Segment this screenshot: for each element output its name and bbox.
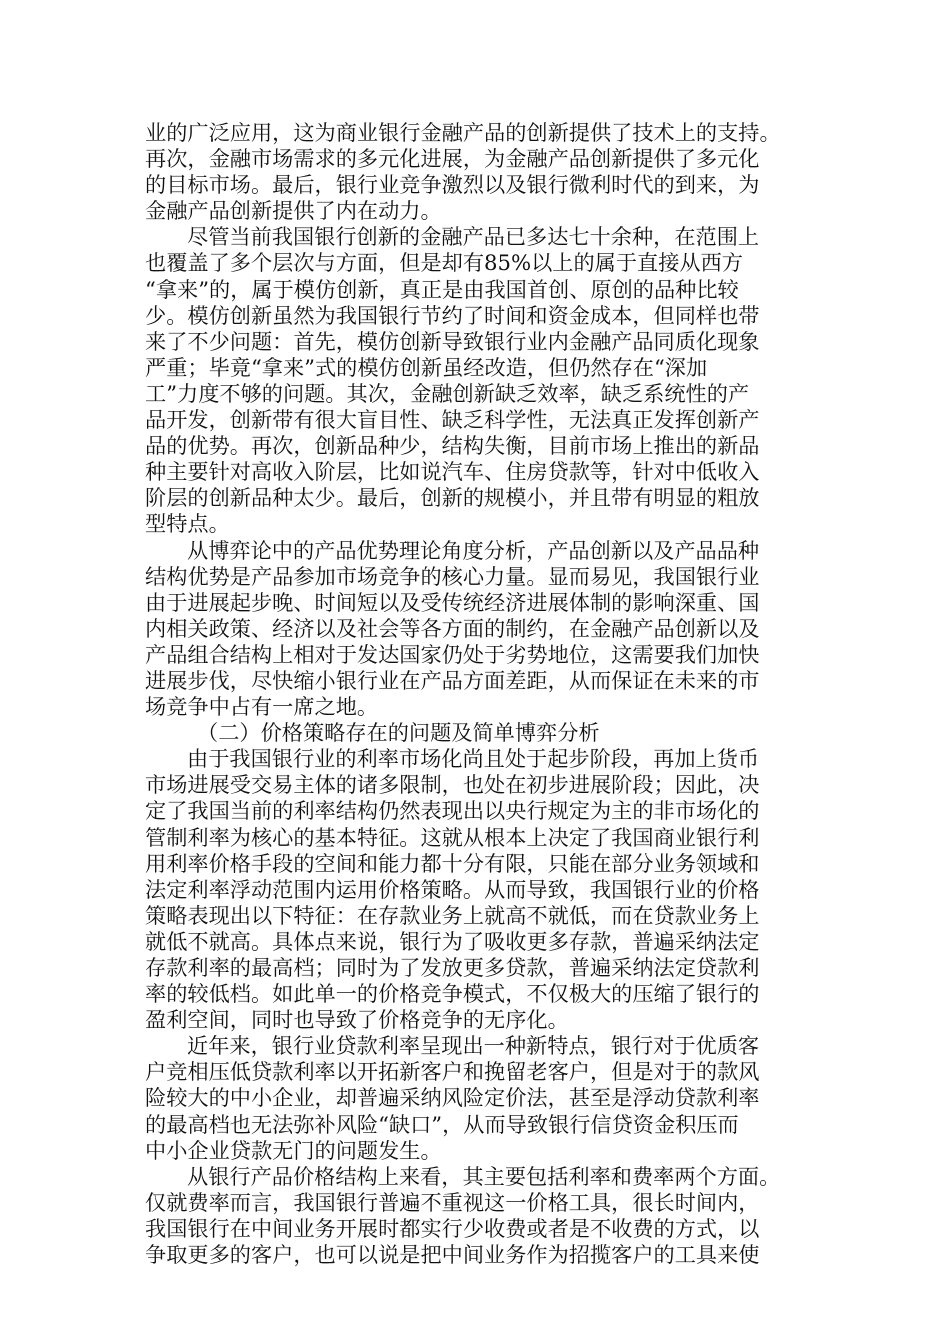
text-line: 争取更多的客户，也可以说是把中间业务作为招揽客户的工具来使 [145,1242,760,1268]
text-line: 的最高档也无法弥补风险“缺口”，从而导致银行信贷资金积压而 [145,1111,739,1137]
text-line: 少。模仿创新虽然为我国银行节约了时间和资金成本，但同样也带 [145,302,760,328]
text-line: 策略表现出以下特征：在存款业务上就高不就低，而在贷款业务上 [145,902,760,928]
text-line: 管制利率为核心的基本特征。这就从根本上决定了我国商业银行利 [145,824,760,850]
text-line: “拿来”的，属于模仿创新，真正是由我国首创、原创的品种比较 [145,276,739,302]
text-line: 阶层的创新品种太少。最后，创新的规模小，并且带有明显的粗放 [145,485,760,511]
paragraph-start-line: 尽管当前我国银行创新的金融产品已多达七十余种，在范围上 [187,224,760,250]
text-line: 中小企业贷款无门的问题发生。 [145,1137,442,1163]
text-line: 定了我国当前的利率结构仍然表现出以央行规定为主的非市场化的 [145,798,760,824]
text-line: 法定利率浮动范围内运用价格策略。从而导致，我国银行业的价格 [145,876,760,902]
text-line: 产品组合结构上相对于发达国家仍处于劣势地位，这需要我们加快 [145,641,760,667]
text-line: 品开发，创新带有很大盲目性、缺乏科学性，无法真正发挥创新产 [145,407,760,433]
text-line: 率的较低档。如此单一的价格竞争模式，不仅极大的压缩了银行的 [145,981,760,1007]
text-line: 我国银行在中间业务开展时都实行少收费或者是不收费的方式，以 [145,1215,760,1241]
text-line: 就低不就高。具体点来说，银行为了吸收更多存款，普遍采纳法定 [145,928,760,954]
text-line: 业的广泛应用，这为商业银行金融产品的创新提供了技术上的支持。 [145,120,781,145]
text-line: 型特点。 [145,511,230,537]
text-line: 存款利率的最高档；同时为了发放更多贷款，普遍采纳法定贷款利 [145,955,760,980]
text-line: 品的优势。再次，创新品种少，结构失衡，目前市场上推出的新品 [145,433,760,459]
text-line: 仅就费率而言，我国银行普遍不重视这一价格工具，很长时间内， [145,1189,760,1215]
text-line: 市场进展受交易主体的诸多限制，也处在初步进展阶段；因此，决 [145,772,760,798]
paragraph-start-line: 从银行产品价格结构上来看，其主要包括利率和费率两个方面。 [187,1163,781,1189]
document-page [145,120,810,1268]
text-line: 工”力度不够的问题。其次，金融创新缺乏效率，缺乏系统性的产 [145,380,750,406]
text-line: 进展步伐，尽快缩小银行业在产品方面差距，从而保证在未来的市 [145,667,760,693]
text-line: 场竞争中占有一席之地。 [145,694,379,720]
text-line: 险较大的中小企业，却普遍采纳风险定价法，甚至是浮动贷款利率 [145,1085,760,1111]
text-line: 金融产品创新提供了内在动力。 [145,198,442,224]
text-line: 也覆盖了多个层次与方面，但是却有85%以上的属于直接从西方 [145,250,743,276]
text-line: 再次，金融市场需求的多元化进展，为金融产品创新提供了多元化 [145,146,760,172]
text-line: 结构优势是产品参加市场竞争的核心力量。显而易见，我国银行业 [145,563,760,589]
text-line: 盈利空间，同时也导致了价格竞争的无序化。 [145,1007,569,1033]
text-line: 严重；毕竟“拿来”式的模仿创新虽经改造，但仍然存在“深加 [145,354,708,380]
paragraph-start-line: 从博弈论中的产品优势理论角度分析，产品创新以及产品品种 [187,537,760,563]
text-line: 的目标市场。最后，银行业竞争激烈以及银行微利时代的到来，为 [145,172,760,198]
text-line: 种主要针对高收入阶层，比如说汽车、住房贷款等，针对中低收入 [145,459,760,485]
text-line: 户竞相压低贷款利率以开拓新客户和挽留老客户，但是对于的款风 [145,1059,760,1085]
section-heading: （二）价格策略存在的问题及简单博弈分析 [197,720,600,746]
text-line: 来了不少问题：首先，模仿创新导致银行业内金融产品同质化现象 [145,328,760,354]
paragraph-start-line: 近年来，银行业贷款利率呈现出一种新特点，银行对于优质客 [187,1033,760,1059]
paragraph-start-line: 由于我国银行业的利率市场化尚且处于起步阶段，再加上货币 [187,746,760,772]
text-line: 内相关政策、经济以及社会等各方面的制约，在金融产品创新以及 [145,615,760,641]
text-line: 由于进展起步晚、时间短以及受传统经济进展体制的影响深重、国 [145,589,760,615]
text-line: 用利率价格手段的空间和能力都十分有限，只能在部分业务领域和 [145,850,760,876]
